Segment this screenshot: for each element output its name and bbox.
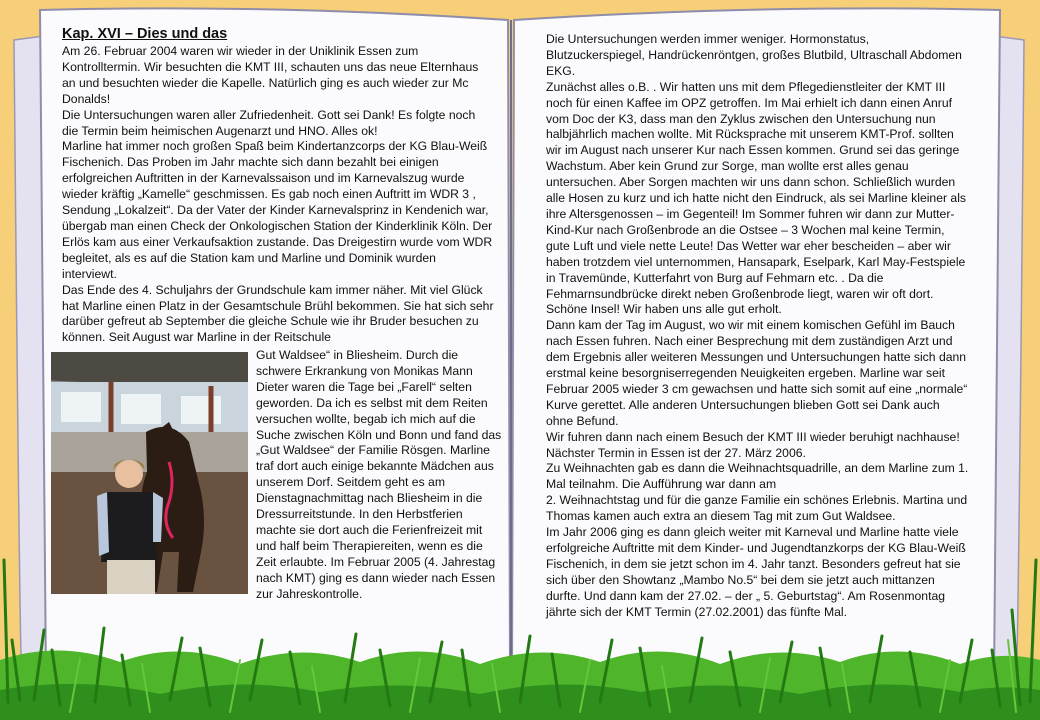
right-page-paragraphs: Die Untersuchungen werden immer weniger. Hormonstatus, Blutzuckerspiegel, Handrückenröntgen, großes Blutbild, Ultraschall Abdomen EKG. Zunächst alles o.B. . Wir hatten uns mit dem Pflegedienstleiter der KMT III noch für einen Kaffee im OPZ getroffen. Im Mai erhielt ich dann einen Anruf vom Doc der K3, dass man den Zyklus zwischen den Untersuchung nun halbjährlich machen wollte. Mit Rücksprache mit unserem KMT-Prof. sollten wir im August nach unserer Kur nach Essen kommen. Grund sei das geringe Wachstum. Aber kein Grund zur Sorge, man wollte erst alles genau untersuchen. Aber Sorgen machten wir uns dann schon. Schließlich wurden alle Hosen zu kurz und ich hatte nicht den Eindruck, als sei Marline kleiner als ihre Altersgenossen – im Gegenteil! Im Sommer fuhren wir dann zur Mutter-Kind-Kur nach Großenbrode an die Ostsee – 3 Wochen mal keine Termin, gute Luft und viele nette Leute! Das Wetter war eher bescheiden – aber wir haben trotzdem viel unternommen, Hansapark, Eselpark, Karl May-Festspiele in Travemünde, Kutterfahrt von Burg auf Fehmarn etc. . Da die Fehmarnsundbrücke direkt neben Großenbrode liegt, waren wir oft dort. Schöne Insel! Wir haben uns alle gut erholt. Dann kam der Tag im August, wo wir mit einem komischen Gefühl im Bauch nach Essen fuhren. Nach einer Besprechung mit dem zuständigen Arzt und dem Ergebnis aller weiteren Messungen und Untersuchungen hatte sich dann erstmal keine besorgniserregenden Neuigkeiten ergeben. Marline war seit Februar 2005 wieder 3 cm gewachsen und hatte sich somit auf eine „normale“ Kurve gerettet. Alle anderen Untersuchungen blieben Gott sei Dank auch ohne Befund. Wir fuhren dann nach einem Besuch der KMT III wieder beruhigt nachhause! Nächster Termin in Essen ist der 27. März 2006. Zu Weihnachten gab es dann die Weihnachtsquadrille, an dem Marline zum 1. Mal teilnahm. Die Aufführung war dann am 2. Weihnachtstag und für die ganze Familie ein schönes Erlebnis. Martina und Thomas kamen auch extra an diesem Tag mit zum Gut Waldsee. Im Jahr 2006 ging es dann gleich weiter mit Karneval und Marline hatte viele erfolgreiche Auftritte mit dem Kinder- und Jugendtanzkorps der KG Blau-Weiß Fischenich, in dem sie jetzt schon im 4. Jahr tanzt. Besonders gefreut hat sie sich über den Showtanz „Mambo No.5“ bei dem sie jetzt auch mittanzen durfte. Und dann kam der 27.02. – der „ 5. Geburtstag“. Am Rosenmontag jährte sich der KMT Termin (27.02.2001) das fünfte Mal. xyxy=(546,32,969,619)
left-page-text-top xyxy=(62,44,494,346)
girl-with-horse-photo xyxy=(51,352,248,594)
left-page-paragraphs-top: Am 26. Februar 2004 waren wir wieder in der Uniklinik Essen zum Kontrolltermin. Wir besuchten die KMT III, schauten uns das neue Elternhaus an und besuchten wieder die Kapelle. Natürlich ging es auch wieder zur Mc Donalds! Die Untersuchungen waren aller Zufriedenheit. Gott sei Dank! Es folgte noch die Termin beim heimischen Augenarzt und HNO. Alles ok! Marline hat immer noch großen Spaß beim Kindertanzcorps der KG Blau-Weiß Fischenich. Das Proben im Jahr machte sich dann bezahlt bei einigen erfolgreichen Auftritten in der Karnevalssaison und im Karnevalszug wurde wieder kräftig „Kamelle“ geschmissen. Es gab noch einen Auftritt im WDR 3 , Sendung „Lokalzeit“. Da der Vater der Kinder Karnevalsprinz in Kendenich war, übergab man einen Check der Onkologischen Station der Kinderklinik Köln. Der Erlös kam aus einer Verkaufsaktion zustande. Das Dreigestirn wurde vom WDR begleitet, als es auf die Station kam und Marline und Dominik wurden interviewt. Das Ende des 4. Schuljahrs der Grundschule kam immer näher. Mit viel Glück hat Marline einen Platz in der Gesamtschule Brühl bekommen. Sie hat sich sehr darüber gefreut ab September die gleiche Schule wie ihr Bruder besuchen zu können. Seit August war Marline in der Reitschule xyxy=(62,44,494,345)
left-page-paragraphs-bottom: Gut Waldsee“ in Bliesheim. Durch die schwere Erkrankung von Monikas Mann Dieter waren die Tage bei „Farell“ selten geworden. Da ich es selbst mit dem Reiten versuchen wollte, begab ich mich auf die Suche zwischen Köln und Bonn und fand das „Gut Waldsee“ der Familie Rösgen. Marline traf dort auch einige bekannte Mädchen aus unserem Dorf. Seitdem geht es am Dienstagnachmittag nach Bliesheim in die Dressurreitstunde. In den Herbstferien machte sie dort auch die Ferienfreizeit mit und half beim Therapiereiten, wenn es die Zeit erlaubte. Im Februar 2005 (4. Jahrestag nach KMT) ging es dann wieder nach Essen zur Jahreskontrolle. xyxy=(256,348,502,601)
left-page-text-bottom xyxy=(256,348,502,603)
right-page-text xyxy=(546,32,970,621)
chapter-title: Kap. XVI – Dies und das xyxy=(62,26,228,42)
